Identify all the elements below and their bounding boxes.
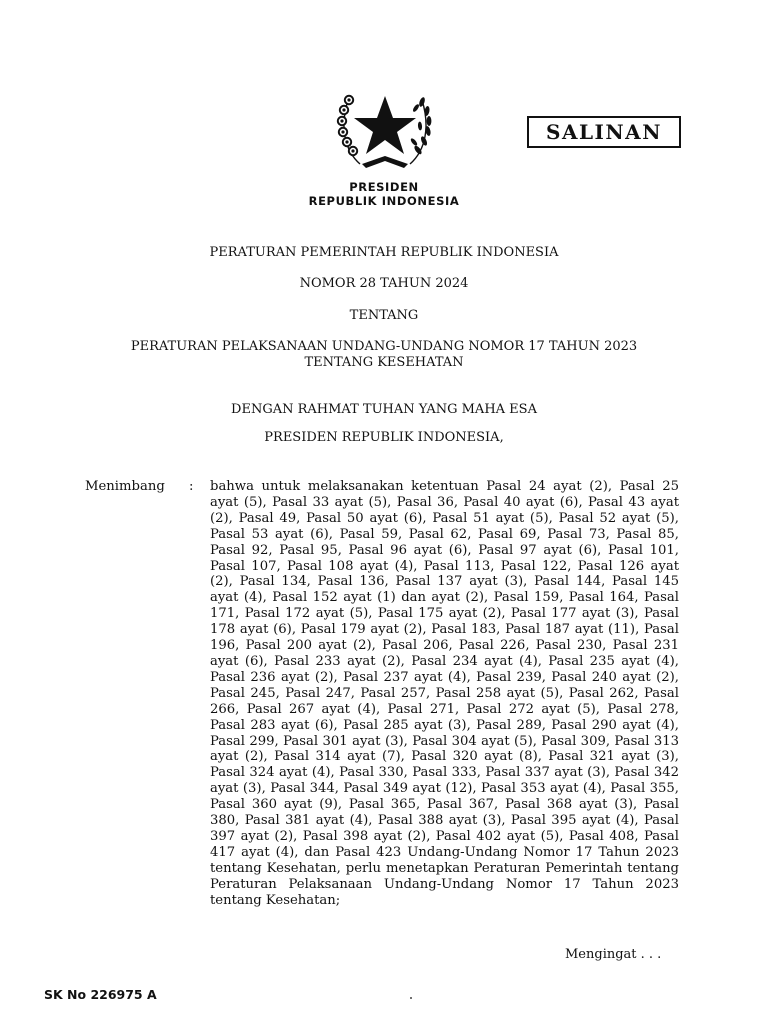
- salinan-stamp: SALINAN: [527, 116, 681, 148]
- footer-sk-number: SK No 226975 A: [44, 987, 157, 1002]
- considering-text: bahwa untuk melaksanakan ketentuan Pasal 24 ayat (2), Pasal 25 ayat (5), Pasal 33 ayat (5), Pasal 36, Pasal 40 ayat (6), Pasal 43 ayat (2), Pasal 49, Pasal 50 ayat (6), Pasal 51 ayat (5), Pasal 52 ayat (5), Pasal 53 ayat (6), Pasal 59, Pasal 62, Pasal 69, Pasal 73, Pasal 85, Pasal 92, Pasal 95, Pasal 96 ayat (6), Pasal 97 ayat (6), Pasal 101, Pasal 107, Pasal 108 ayat (4), Pasal 113, Pasal 122, Pasal 126 ayat (2), Pasal 134, Pasal 136, Pasal 137 ayat (3), Pasal 144, Pasal 145 ayat (4), Pasal 152 ayat (1) dan ayat (2), Pasal 159, Pasal 164, Pasal 171, Pasal 172 ayat (5), Pasal 175 ayat (2), Pasal 177 ayat (3), Pasal 178 ayat (6), Pasal 179 ayat (2), Pasal 183, Pasal 187 ayat (11), Pasal 196, Pasal 200 ayat (2), Pasal 206, Pasal 226, Pasal 230, Pasal 231 ayat (6), Pasal 233 ayat (2), Pasal 234 ayat (4), Pasal 235 ayat (4), Pasal 236 ayat (2), Pasal 237 ayat (4), Pasal 239, Pasal 240 ayat (2), Pasal 245, Pasal 247, Pasal 257, Pasal 258 ayat (5), Pasal 262, Pasal 266, Pasal 267 ayat (4), Pasal 271, Pasal 272 ayat (5), Pasal 278, Pasal 283 ayat (6), Pasal 285 ayat (3), Pasal 289, Pasal 290 ayat (4), Pasal 299, Pasal 301 ayat (3), Pasal 304 ayat (5), Pasal 309, Pasal 313 ayat (2), Pasal 314 ayat (7), Pasal 320 ayat (8), Pasal 321 ayat (3), Pasal 324 ayat (4), Pasal 330, Pasal 333, Pasal 337 ayat (3), Pasal 342 ayat (3), Pasal 344, Pasal 349 ayat (12), Pasal 353 ayat (4), Pasal 355, Pasal 360 ayat (9), Pasal 365, Pasal 367, Pasal 368 ayat (3), Pasal 380, Pasal 381 ayat (4), Pasal 388 ayat (3), Pasal 395 ayat (4), Pasal 397 ayat (2), Pasal 398 ayat (2), Pasal 402 ayat (5), Pasal 408, Pasal 417 ayat (4), dan Pasal 423 Undang-Undang Nomor 17 Tahun 2023 tentang Kesehatan, perlu menetapkan Peraturan Pemerintah tentang Peraturan Pelaksanaan Undang-Undang Nomor 17 Tahun 2023 tentang Kesehatan;: [210, 479, 679, 908]
- document-number: NOMOR 28 TAHUN 2024: [299, 276, 469, 291]
- considering-colon: :: [189, 479, 194, 494]
- header-president: PRESIDEN: [349, 180, 419, 194]
- continuation-marker: Mengingat . . .: [565, 947, 662, 962]
- considering-label: Menimbang: [85, 479, 165, 494]
- document-subject-line2: TENTANG KESEHATAN: [304, 355, 464, 370]
- document-title: PERATURAN PEMERINTAH REPUBLIK INDONESIA: [209, 245, 559, 260]
- issuer: PRESIDEN REPUBLIK INDONESIA,: [264, 430, 504, 445]
- scan-dot: [410, 997, 412, 999]
- invocation: DENGAN RAHMAT TUHAN YANG MAHA ESA: [231, 402, 537, 417]
- garuda-star-emblem-icon: [332, 78, 438, 172]
- document-subject-line1: PERATURAN PELAKSANAAN UNDANG-UNDANG NOMOR 17 TAHUN 2023: [130, 339, 638, 354]
- header-republic: REPUBLIK INDONESIA: [308, 194, 460, 208]
- document-about: TENTANG: [349, 308, 419, 323]
